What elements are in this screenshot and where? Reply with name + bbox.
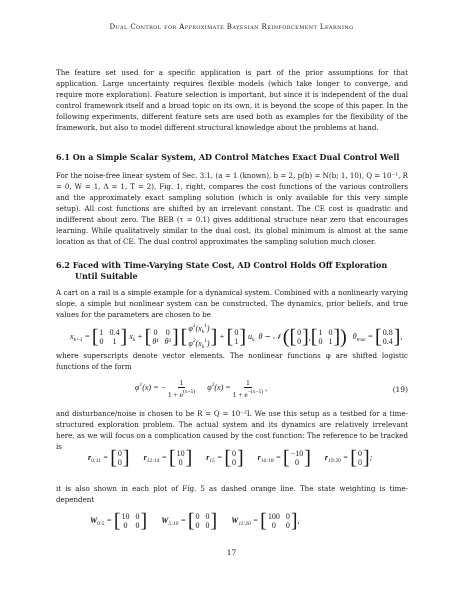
matrix-a: [ 1 0.4 0 1 ] — [91, 326, 128, 348]
equation-number: (19) — [392, 385, 408, 394]
weight-item: $W_{5:10}$ = [ 0 0 0 0 ] — [161, 510, 218, 532]
orange-line-text: it is also shown in each plot of Fig. 5 as dashed orange line. The state weighting is time-dependent — [56, 484, 408, 504]
superscripts-text: where superscripts denote vector elements. The nonlinear functions φ are shifted logistic functions of the form — [56, 351, 408, 371]
matrix-b: [ 0 0 θ¹ θ² ] — [144, 326, 179, 348]
reference-equation — [88, 449, 372, 467]
section-6-1-text: For the noise-free linear system of Sec. 3.1, (a = 1 (known), b = 2, p(b) = N(b; 1, 10), Q = 10⁻¹, R = 0, W = 1, Λ = 1, T = 2), Fig. 1, right, compares the cost functions of the various controllers and the approximately exact sampling solution (which is only available for this very simple setup). All cost functions are shifted by an irrelevant constant. The CE cost is quadratic and indifferent about zero. The BEB (τ = 0.1) gives additional structure near zero that encourages learning. While qualitatively similar to the dual cost, its global minimum is almost at the same location as that of CE. The dual control approximates the sampling solution much closer. — [56, 171, 408, 246]
theta-true: [ 0.8 0.4 ] — [375, 326, 401, 348]
ref-item: $r_{15}$ = [ 0 0 ] — [206, 447, 244, 469]
input-vector: [ 0 1 ] — [226, 326, 247, 348]
ref-item: $r_{19:20}$ = [ 0 0 ] ; — [324, 447, 373, 469]
section-6-2-text: A cart on a rail is a simple example for a dynamical system. Combined with a nonlinearly varying slope, a simple but nonlinear system can be constructed. The dynamics, prior beliefs, and true values for the parameters are chosen to be — [56, 288, 408, 319]
running-header: Dual Control for Approximate Bayesian Reinforcement Learning — [109, 23, 354, 31]
section-6-1-title: 6.1 On a Simple Scalar System, AD Control Matches Exact Dual Control Well — [56, 152, 400, 162]
intro-paragraph: The feature set used for a specific application is part of the prior assumptions for that application. Large uncertainty requires flexible models (which take longer to converge, and require more exploration). Feature selection is important, but since it is independent of the dual control framework itself and a broad topic on its own, it is beyond the scope of this paper. In the following experiments, different feature sets are used both as examples for the flexibility of the framework, but also to model different structural knowledge about the problems at hand. — [56, 68, 408, 132]
ref-item: $r_{16:18}$ = [ −10 0 ] — [257, 447, 311, 469]
section-6-2-title-line1: 6.2 Faced with Time-Varying State Cost, AD Control Holds Off Exploration — [56, 260, 388, 270]
section-6-2-title-line2: Until Suitable — [75, 271, 138, 281]
ref-item: $r_{12:14}$ = [ 10 0 ] — [143, 447, 193, 469]
weight-equation — [90, 512, 300, 530]
disturbance-text: and disturbance/noise is chosen to be R = Q = 10⁻²I. We use this setup as a testbed for a time-structured exploration problem. The actual system and its dynamics are relatively irrelevant here, as we will focus on a complication caused by the cost function: The reference to be tracked is — [56, 409, 408, 451]
ref-item: $r_{0:11}$ = [ 0 0 ] — [88, 447, 130, 469]
logistic-equation: $\varphi^1(x)$ = − $\frac{1}{1 + e^{(x+5)}}$ $\varphi^2(x)$ = $\frac{1}{1 + e^{-(x-5)}}$ , — [135, 378, 268, 399]
prior-distribution: ( [ 0 0 ] , [ 1 0 0 1 ] ) — [282, 326, 347, 348]
weight-item: $W_{11:20}$ = [ 100 0 0 0 ] , — [231, 510, 300, 532]
dynamics-equation: $x_{k+1}$ = [ 1 0.4 0 1 ] $x_k$ + [ 0 0 θ¹ θ² ] [ $\varphi^1(x_k^1)$ $\varphi^2(x_k^1)$ ] + [ 0 1 ] $u_k$ θ ∼ 𝒩 ( [ 0 0 ] , [ 1 0 0 1 ] ) $\theta_{true}$ = [ 0.8 0.4 ] , — [70, 323, 403, 350]
page-number: 17 — [226, 548, 237, 557]
weight-item: $W_{0:5}$ = [ 10 0 0 0 ] — [90, 510, 148, 532]
phi-vector: [ $\varphi^1(x_k^1)$ $\varphi^2(x_k^1)$ ] — [180, 323, 218, 350]
